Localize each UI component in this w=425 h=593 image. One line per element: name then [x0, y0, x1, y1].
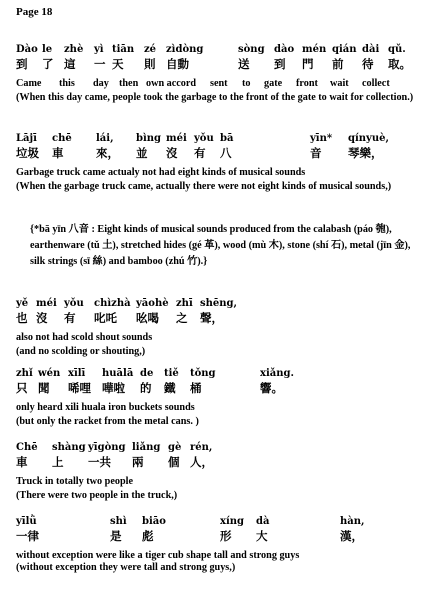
chinese-word: 一共 — [88, 455, 111, 469]
pinyin-word: Lājī — [16, 133, 37, 144]
pinyin-word: zhǐ — [16, 368, 33, 379]
chinese-word: 到 — [274, 57, 286, 71]
chinese-word: 桶 — [190, 381, 202, 395]
chinese-word: 琴樂， — [348, 146, 383, 160]
chinese-word: 車 — [16, 455, 28, 469]
page-number: Page 18 — [16, 6, 53, 18]
chinese-word: 大 — [256, 529, 268, 543]
chinese-line — [16, 527, 416, 544]
sentence-3 — [16, 292, 416, 359]
chinese-word: 這 — [64, 57, 76, 71]
chinese-word: 並 — [136, 146, 148, 160]
chinese-word: 也 — [16, 311, 28, 325]
pinyin-word: zhè — [64, 44, 84, 55]
chinese-word: 彪 — [142, 529, 154, 543]
chinese-word: 了 — [42, 57, 54, 71]
pinyin-word: chìzhà — [94, 298, 131, 309]
chinese-word: 聲， — [200, 311, 223, 325]
pinyin-word: shàng — [52, 442, 86, 453]
chinese-word: 待 — [362, 57, 374, 71]
gloss-word: wait — [330, 78, 349, 89]
pinyin-word: gè — [168, 442, 182, 453]
pinyin-word: yì — [94, 44, 104, 55]
sentence-1 — [16, 38, 416, 105]
chinese-line — [16, 55, 416, 72]
pinyin-word: lái, — [96, 133, 114, 144]
chinese-word: 送 — [238, 57, 250, 71]
chinese-word: 只 — [16, 381, 28, 395]
english-gloss-line — [16, 72, 416, 89]
pinyin-word: yīgòng — [88, 442, 126, 453]
pinyin-word: yě — [16, 298, 29, 309]
gloss-word: collect — [362, 78, 390, 89]
chinese-word: 形 — [220, 529, 232, 543]
chinese-line — [16, 379, 416, 396]
english-gloss-line: only heard xili huala iron buckets sounds — [16, 402, 195, 413]
translation: (and no scolding or shouting,) — [16, 346, 146, 357]
english-gloss-line: also not had scold shout sounds — [16, 332, 153, 343]
pinyin-word: shì — [110, 516, 127, 527]
pinyin-word: dà — [256, 516, 270, 527]
pinyin-word: tiān — [112, 44, 135, 55]
chinese-word: 垃圾 — [16, 146, 39, 160]
pinyin-word: xiǎng. — [260, 368, 294, 379]
chinese-word: 前 — [332, 57, 344, 71]
pinyin-word: le — [42, 44, 53, 55]
pinyin-word: sòng — [238, 44, 265, 55]
pinyin-word: Chē — [16, 442, 38, 453]
chinese-word: 漢， — [340, 529, 363, 543]
pinyin-word: zé — [144, 44, 157, 55]
chinese-word: 自動 — [166, 57, 189, 71]
pinyin-line — [16, 436, 416, 453]
chinese-word: 吆喝 — [136, 311, 159, 325]
gloss-word: gate — [264, 78, 283, 89]
english-gloss-line: Garbage truck came actualy not had eight kinds of musical sounds — [16, 167, 306, 178]
footnote: {*bā yīn 八音 : Eight kinds of musical sounds produced from the calabash (páo 匏), earthenware (tǔ 土), stretched hides (gé 革), wood (mù 木), stone (shí 石), metal (jīn 金), silk strings (sī 絲) and bamboo (zhú 竹).} — [30, 224, 411, 267]
pinyin-word: hàn, — [340, 516, 365, 527]
pinyin-word: huālā — [102, 368, 134, 379]
pinyin-line — [16, 362, 416, 379]
chinese-word: 一律 — [16, 529, 39, 543]
pinyin-word: Dào — [16, 44, 38, 55]
pinyin-word: xīlī — [68, 368, 86, 379]
chinese-line — [16, 309, 416, 326]
pinyin-word: chē — [52, 133, 72, 144]
gloss-word: day — [93, 78, 109, 89]
pinyin-word: qián — [332, 44, 357, 55]
translation: (There were two people in the truck,) — [16, 490, 178, 501]
pinyin-line — [16, 127, 416, 144]
gloss-word: this — [59, 78, 75, 89]
pinyin-line — [16, 38, 416, 55]
chinese-word: 門 — [302, 57, 314, 71]
pinyin-word: qǔ. — [388, 44, 406, 55]
gloss-word: sent — [210, 78, 228, 89]
english-gloss-line: Truck in totally two people — [16, 476, 133, 487]
pinyin-word: tiě — [164, 368, 179, 379]
pinyin-word: yīn* — [310, 133, 333, 144]
pinyin-word: qínyuè, — [348, 133, 389, 144]
chinese-word: 叱吒 — [94, 311, 117, 325]
chinese-word: 有 — [194, 146, 206, 160]
pinyin-line — [16, 292, 416, 309]
pinyin-word: shēng, — [200, 298, 238, 309]
sentence-6 — [16, 510, 416, 575]
pinyin-word: mén — [302, 44, 327, 55]
chinese-word: 一 — [94, 57, 106, 71]
gloss-word: front — [296, 78, 318, 89]
chinese-word: 來， — [96, 146, 119, 160]
pinyin-word: xíng — [220, 516, 245, 527]
pinyin-word: tǒng — [190, 368, 216, 379]
gloss-word: own accord — [146, 78, 197, 89]
pinyin-word: dào — [274, 44, 295, 55]
chinese-line — [16, 144, 416, 161]
chinese-word: 之 — [176, 311, 188, 325]
translation: (When the garbage truck came, actually there were not eight kinds of musical sounds,) — [16, 181, 392, 192]
chinese-word: 則 — [144, 57, 156, 71]
chinese-word: 沒 — [36, 311, 48, 325]
pinyin-word: biāo — [142, 516, 166, 527]
sentence-5 — [16, 436, 416, 503]
sentence-4 — [16, 362, 416, 429]
chinese-word: 鐵 — [164, 381, 176, 395]
chinese-word: 天 — [112, 57, 124, 71]
chinese-word: 音 — [310, 146, 322, 160]
gloss-word: to — [242, 78, 251, 89]
pinyin-word: yǒu — [194, 133, 214, 144]
chinese-word: 到 — [16, 57, 28, 71]
pinyin-word: de — [140, 368, 154, 379]
pinyin-word: yāohè — [136, 298, 169, 309]
chinese-word: 人， — [190, 455, 213, 469]
chinese-word: 兩 — [132, 455, 144, 469]
pinyin-word: liǎng — [132, 442, 161, 453]
gloss-word: then — [119, 78, 139, 89]
chinese-word: 是 — [110, 529, 122, 543]
chinese-word: 有 — [64, 311, 76, 325]
translation: (When this day came, people took the garbage to the front of the gate to wait for collection.) — [16, 92, 414, 103]
pinyin-word: zhī — [176, 298, 193, 309]
chinese-word: 的 — [140, 381, 152, 395]
chinese-word: 響。 — [260, 381, 283, 395]
pinyin-word: rén, — [190, 442, 213, 453]
pinyin-word: wén — [38, 368, 61, 379]
chinese-word: 個 — [168, 455, 180, 469]
translation: (without exception they were tall and strong guys,) — [16, 562, 236, 573]
sentence-2 — [16, 127, 416, 194]
chinese-word: 八 — [220, 146, 232, 160]
chinese-line — [16, 453, 416, 470]
gloss-word: Came — [16, 78, 42, 89]
pinyin-word: méi — [36, 298, 57, 309]
pinyin-word: yīlǜ — [16, 516, 37, 527]
pinyin-word: méi — [166, 133, 187, 144]
pinyin-word: yǒu — [64, 298, 84, 309]
english-gloss-line: without exception were like a tiger cub shape tall and strong guys — [16, 550, 300, 561]
chinese-word: 取。 — [388, 57, 411, 71]
chinese-word: 唏哩 — [68, 381, 91, 395]
chinese-word: 嘩啦 — [102, 381, 125, 395]
pinyin-word: zìdòng — [166, 44, 204, 55]
pinyin-word: bā — [220, 133, 234, 144]
chinese-word: 車 — [52, 146, 64, 160]
pinyin-word: dài — [362, 44, 380, 55]
pinyin-line — [16, 510, 416, 527]
chinese-word: 上 — [52, 455, 64, 469]
chinese-word: 聞 — [38, 381, 50, 395]
pinyin-word: bìng — [136, 133, 162, 144]
chinese-word: 沒 — [166, 146, 178, 160]
translation: (but only the racket from the metal cans. ) — [16, 416, 199, 427]
